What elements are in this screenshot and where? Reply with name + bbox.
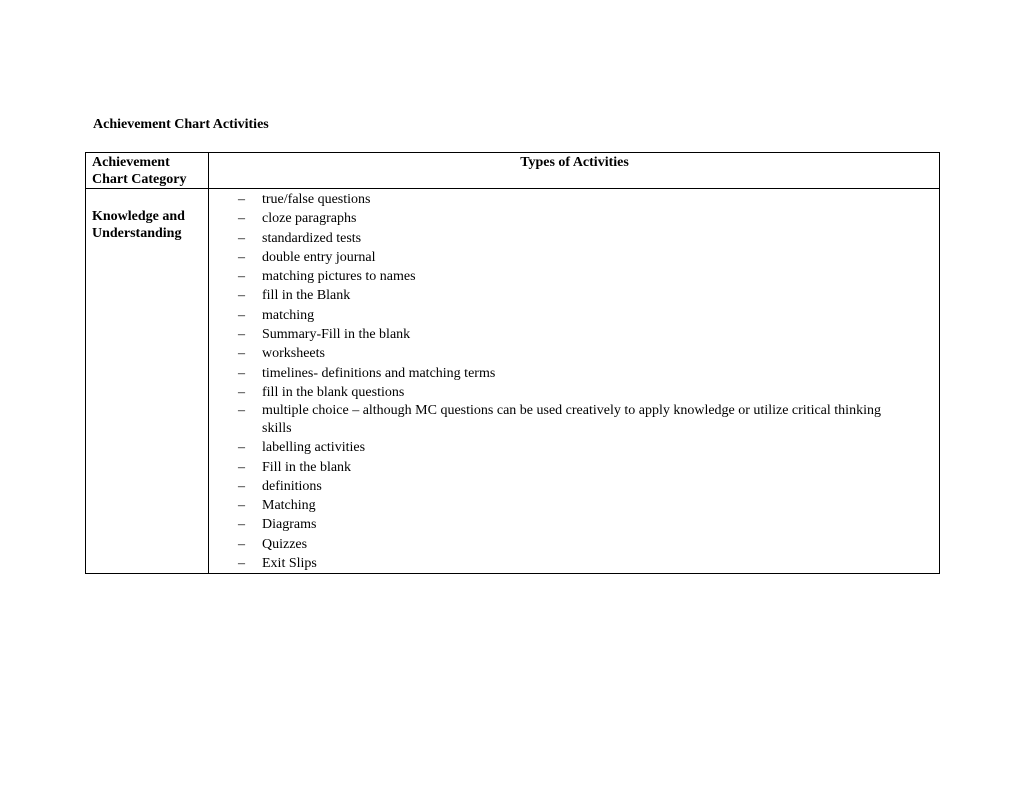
activity-text: Fill in the blank — [262, 459, 352, 475]
dash-bullet-icon: – — [238, 459, 245, 475]
activity-text: multiple choice – although MC questions can be used creatively to apply knowledge or utilize critical thinking skills — [262, 403, 881, 437]
activity-list-item — [238, 477, 888, 496]
activity-text: fill in the Blank — [262, 288, 351, 304]
dash-bullet-icon: – — [238, 192, 245, 207]
dash-bullet-icon: – — [238, 249, 245, 265]
activity-text: Diagrams — [262, 517, 317, 533]
document-title: Achievement Chart Activities — [93, 117, 269, 132]
column-header-category: Achievement Chart Category — [92, 155, 187, 187]
dash-bullet-icon: – — [238, 384, 245, 400]
activity-text: standardized tests — [262, 230, 362, 246]
dash-bullet-icon: – — [238, 269, 245, 285]
dash-bullet-icon: – — [238, 327, 245, 343]
activity-list-item — [238, 229, 888, 248]
dash-bullet-icon: – — [238, 346, 245, 362]
activity-text: timelines- definitions and matching terms — [262, 365, 496, 381]
activity-list-item — [238, 535, 888, 554]
activity-list-item — [238, 306, 888, 325]
activity-list-item — [238, 248, 888, 267]
activity-text: worksheets — [262, 346, 325, 362]
dash-bullet-icon: – — [238, 517, 245, 533]
dash-bullet-icon: – — [238, 536, 245, 552]
dash-bullet-icon: – — [238, 440, 245, 456]
activity-text: matching — [262, 307, 315, 323]
activity-text: Summary-Fill in the blank — [262, 327, 411, 343]
activity-list-item — [238, 325, 888, 344]
activity-list-item — [238, 438, 888, 457]
activity-text: fill in the blank questions — [262, 384, 405, 400]
column-divider — [208, 153, 209, 573]
activity-text: double entry journal — [262, 249, 376, 265]
dash-bullet-icon: – — [238, 498, 245, 514]
dash-bullet-icon: – — [238, 307, 245, 323]
header-row-divider — [86, 188, 939, 189]
column-header-activity-types: Types of Activities — [520, 155, 629, 170]
activity-list-item — [238, 364, 888, 383]
activity-text: labelling activities — [262, 440, 366, 456]
dash-bullet-icon: – — [238, 230, 245, 246]
activity-text: Quizzes — [262, 536, 308, 552]
activity-list-item — [238, 458, 888, 477]
activity-list-item — [238, 554, 888, 573]
dash-bullet-icon: – — [238, 365, 245, 381]
activity-text: true/false questions — [262, 192, 371, 207]
dash-bullet-icon: – — [238, 403, 245, 419]
activity-list-item — [238, 267, 888, 286]
activity-text: Exit Slips — [262, 556, 317, 572]
dash-bullet-icon: – — [238, 288, 245, 304]
activity-text: cloze paragraphs — [262, 211, 357, 227]
activity-list-item — [238, 286, 888, 305]
achievement-chart-table — [85, 152, 940, 574]
activity-list-item — [238, 515, 888, 534]
activity-list-item — [238, 496, 888, 515]
activity-text: definitions — [262, 478, 322, 494]
activity-text: matching pictures to names — [262, 269, 416, 285]
activity-list-item — [238, 190, 888, 209]
dash-bullet-icon: – — [238, 478, 245, 494]
category-knowledge-understanding: Knowledge and Understanding — [92, 209, 185, 241]
activity-list-item — [238, 344, 888, 363]
dash-bullet-icon: – — [238, 556, 245, 572]
activity-list-item — [238, 383, 888, 402]
activity-list — [238, 190, 888, 573]
activity-list-item — [238, 402, 888, 438]
activity-text: Matching — [262, 498, 316, 514]
dash-bullet-icon: – — [238, 211, 245, 227]
activity-list-item — [238, 209, 888, 228]
